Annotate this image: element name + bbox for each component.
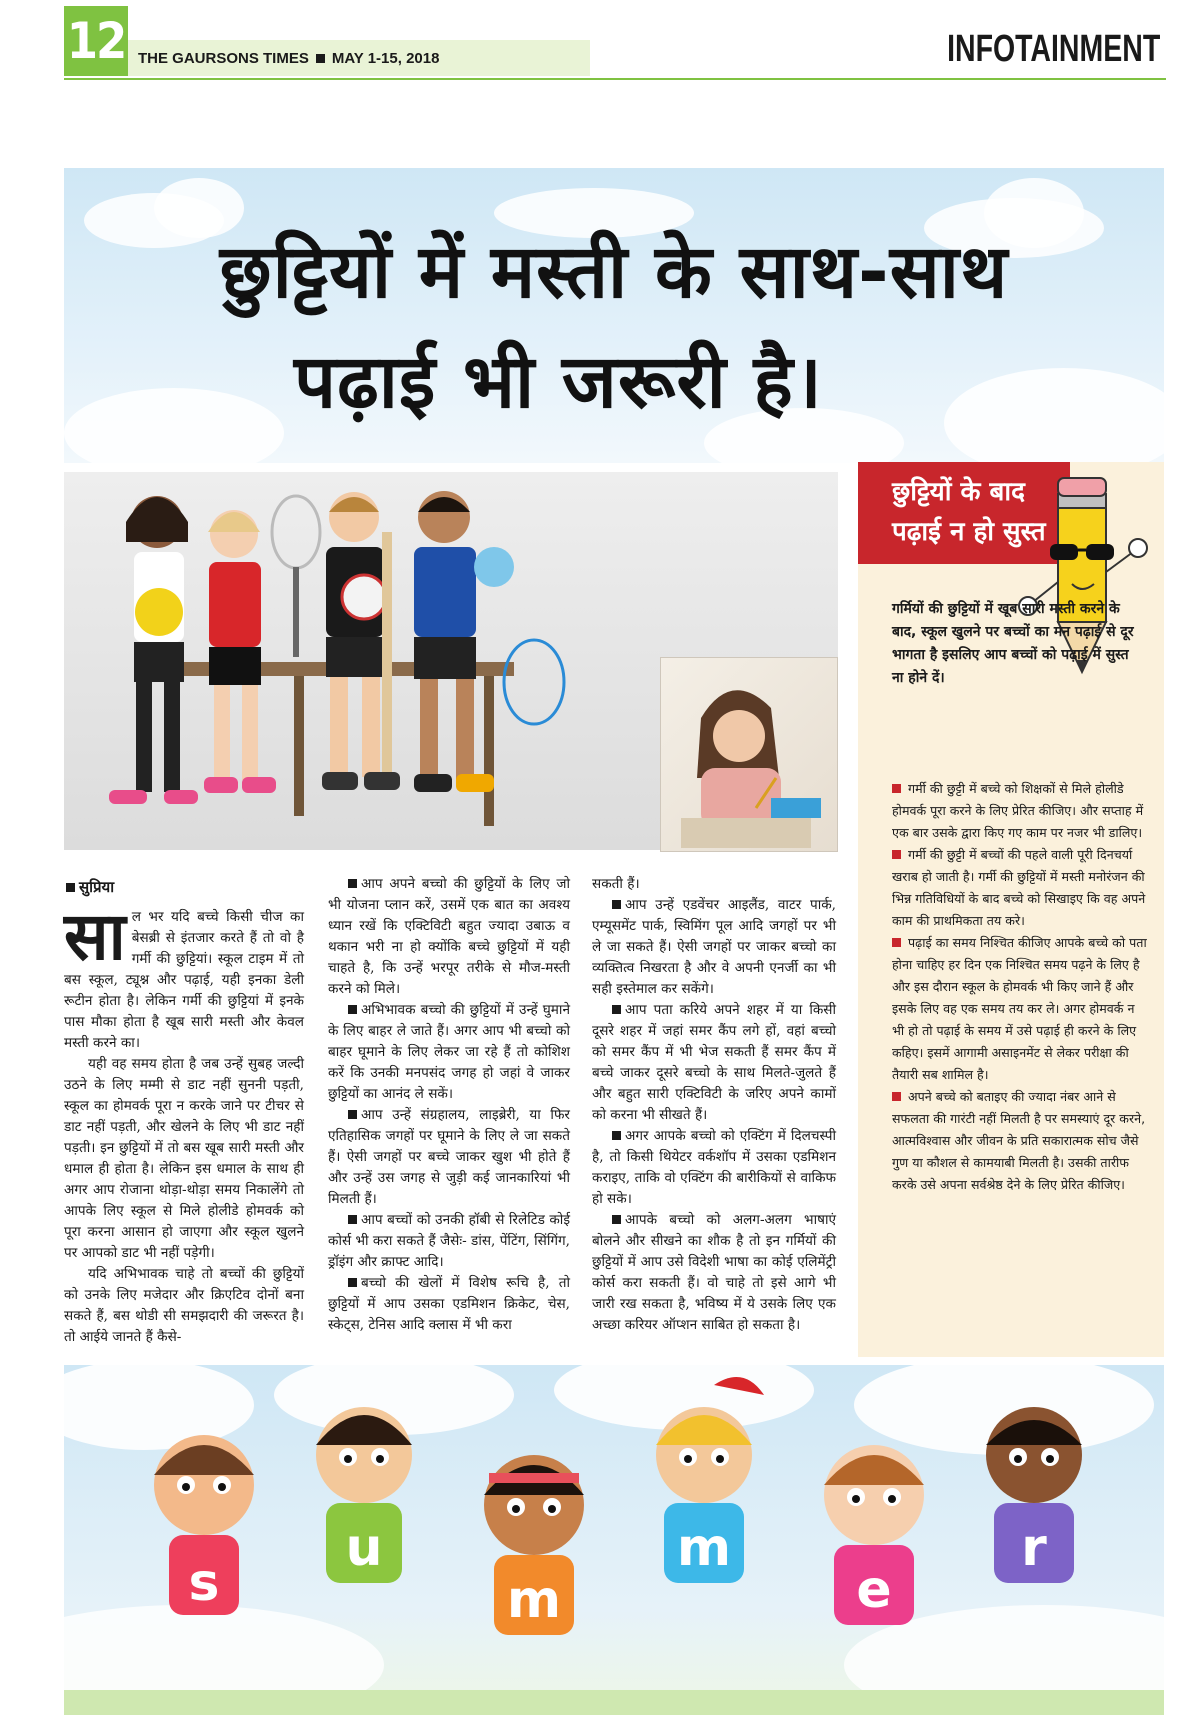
kid-letter-u	[316, 1407, 412, 1583]
bullet-square	[348, 1215, 357, 1224]
section-title: INFOTAINMENT	[946, 28, 1160, 70]
tip-text: पढ़ाई का समय निश्चित कीजिए आपके बच्चे को पता होना चाहिए हर दिन एक निश्चित समय पढ़ने के लिए है और इस दौरान स्कूल के होमवर्क भी किए जाने हैं और इसके लिए वह एक समय तय कर ले। अगर होमवर्क न भी हो तो पढ़ाई के समय में उसे पढ़ाई ही करने के लिए कहिए। इसमें आगामी असाइनमेंट से लेकर परीक्षा की तैयारी सब शामिल है।	[892, 935, 1147, 1082]
paragraph-text: आप अपने बच्चो की छुट्टियों के लिए जो भी योजना प्लान करें, उसमें एक बात का अवश्य ध्यान रखें कि एक्टिविटी बहुत ज्यादा उबाऊ व थकान भरी ना हो क्योंकि बच्चे छुट्टियों में यही चाहते है, कि उन्हें भरपूर तरीके से मौज-मस्ती करने को मिले।	[328, 876, 570, 997]
author-name: सुप्रिया	[79, 878, 115, 896]
letter-m-2: m	[676, 1518, 732, 1578]
drop-cap: सा	[64, 898, 126, 975]
headline-line-2: पढ़ाई भी जरूरी है।	[294, 339, 823, 425]
kid-letter-m	[484, 1455, 584, 1635]
tip-paragraph	[328, 1210, 570, 1273]
red-bullet-square	[892, 1092, 901, 1101]
byline	[66, 877, 114, 897]
letter-r: r	[1021, 1518, 1047, 1578]
publication-name: THE GAURSONS TIMES	[138, 49, 309, 67]
article-paragraph: यही वह समय होता है जब उन्हें सुबह जल्दी उठने के लिए मम्मी से डाट नहीं सुननी पड़ती, स्कूल का होमवर्क पूरा न करके जाने पर टीचर से डाट नहीं पड़ती, और खेलने के लिए भी डाट नहीं पड़ती। इन छुट्टियों में तो बस खूब सारी मस्ती और धमाल ही होता है। लेकिन इस धमाल के साथ ही अगर आप रोजाना थोड़ा-थोड़ा समय निकालेंगे तो आपके लिए स्कूल से मिले होलीडे होमवर्क को पूरा करना आसान हो जाएगा और स्कूल खुलने पर आपको डाट भी नहीं पड़ेगी।	[64, 1056, 304, 1261]
article-column-3	[592, 874, 836, 1336]
red-bullet-square	[892, 850, 901, 859]
paragraph-text: आप पता करिये अपने शहर में या किसी दूसरे शहर में जहां समर कैंप लगे हों, वहां बच्चो को समर कैंप में भी भेज सकती हैं समर कैंप में बच्चे जाकर दूसरे बच्चो के साथ मिलते-जुलते हैं और बहुत सारी एक्टिविटी के जरिए अपने कामों को करना भी सीखते हैं।	[592, 1002, 836, 1123]
sidebar-heading-line-2: पढ़ाई न हो सुस्त	[892, 517, 1046, 547]
bullet-square	[348, 1110, 357, 1119]
tip-text: गर्मी की छुट्टी में बच्चे को शिक्षकों से मिले होलीडे होमवर्क पूरा करने के लिए प्रेरित कीजिए। और सप्ताह में एक बार उसके द्वारा किए गए काम पर नजर भी डालिए।	[892, 781, 1144, 840]
paragraph-text: आप बच्चों को उनकी हॉबी से रिलेटिड कोई कोर्स भी करा सकते हैं जैसेः- डांस, पेंटिंग, सिंगिंग, ड्रॉइंग और क्राफ्ट आदि।	[328, 1212, 570, 1270]
tip-paragraph	[592, 895, 836, 1000]
sidebar-tip	[892, 778, 1150, 844]
separator-square	[316, 54, 325, 63]
bullet-square	[612, 1215, 621, 1224]
red-bullet-square	[892, 784, 901, 793]
bullet-square	[348, 879, 357, 888]
tip-paragraph: सकती हैं।	[592, 876, 640, 892]
paragraph-text: आप उन्हें एडवेंचर आइलैंड, वाटर पार्क, एम्यूसमेंट पार्क, स्विमिंग पूल आदि जगहों पर भी ले जा सकते हैं। ऐसी जगहों पर जाकर बच्चो का व्यक्तित्व निखरता है और वे अपनी एनर्जी का भी सही इस्तेमाल कर सकेंगे।	[592, 897, 836, 997]
paragraph-text: आप उन्हें संग्रहालय, लाइब्रेरी, या फिर एतिहासिक जगहों पर घूमाने के लिए ले जा सकते हैं। ऐसी जगहों पर बच्चे जाकर खुश भी होते हैं और उन्हें उस जगह से जुड़ी कई जानकारियां भी मिलती हैं।	[328, 1107, 570, 1207]
tip-paragraph	[328, 1105, 570, 1210]
paragraph-text: बच्चो की खेलों में विशेष रूचि है, तो छुट्टियों में आप उसका एडमिशन क्रिकेट, चेस, स्केट्स, टेनिस आदि क्लास में भी करा	[328, 1275, 570, 1333]
kid-1	[109, 496, 198, 804]
letter-m: m	[506, 1570, 562, 1630]
bullet-square	[348, 1278, 357, 1287]
article-paragraph: यदि अभिभावक चाहे तो बच्चों की छुट्टियों को उनके लिए मजेदार और क्रिएटिव दोनों बना सकते हैं, बस थोडी सी समझदारी की जरूरत है। तो आईये जानते हैं कैसे-	[64, 1266, 304, 1345]
letter-s: s	[188, 1553, 220, 1613]
paragraph-text: अभिभावक बच्चो की छुट्टियों में उन्हें घुमाने के लिए बाहर ले जाते हैं। अगर आप भी बच्चो को बाहर घूमाने के लिए लेकर जा रहे हैं तो कोशिश करें कि उनकी मनपसंद जगह हो जहां वे जाकर छुट्टियों का आनंद ले सकें।	[328, 1002, 570, 1102]
bullet-square	[612, 1005, 621, 1014]
paragraph-text: ल भर यदि बच्चे किसी चीज का बेसब्री से इंतजार करते हैं तो वो है गर्मी की छुट्टियां। स्कूल टाइम में तो बस स्कूल, ट्यूश्न और पढ़ाई, यही इनका डेली रूटीन होता है। लेकिन गर्मी की छुट्टियां में इनके पास मौका होता है खूब सारी मस्ती और केवल मस्ती करने का।	[64, 909, 304, 1051]
sidebar-tip	[892, 1086, 1150, 1196]
letter-u: u	[345, 1518, 383, 1578]
red-bullet-square	[892, 938, 901, 947]
summer-kids-illustration	[64, 1365, 1164, 1715]
sidebar-tip	[892, 844, 1150, 932]
article-paragraph	[64, 898, 304, 1054]
tip-paragraph	[592, 1126, 836, 1210]
letter-e: e	[856, 1560, 892, 1620]
header-rule	[64, 78, 1166, 80]
page-number: 12	[64, 6, 128, 76]
title-banner	[64, 168, 1164, 463]
bullet-square	[348, 1005, 357, 1014]
tip-paragraph	[592, 1000, 836, 1126]
kid-letter-s	[154, 1435, 254, 1615]
kid-letter-r	[986, 1407, 1082, 1583]
article-column-2	[328, 874, 570, 1336]
masthead	[128, 40, 590, 76]
kid-3	[322, 492, 400, 790]
sidebar-tip	[892, 932, 1150, 1086]
tip-paragraph	[328, 1000, 570, 1105]
girl-studying-photo	[660, 657, 838, 852]
sidebar-box	[858, 462, 1164, 1357]
headline-line-1: छुट्टियों में मस्ती के साथ-साथ	[219, 229, 1009, 315]
article-column-1	[64, 898, 304, 1348]
bullet-square	[612, 1131, 621, 1140]
sidebar-tips-list	[892, 778, 1150, 1196]
tip-text: अपने बच्चे को बताइए की ज्यादा नंबर आने से सफलता की गारंटी नहीं मिलती है पर समस्याएं दूर करने, आत्मविश्वास और जीवन के प्रति सकारात्मक सोच जैसे गुण या कौशल से कामयाबी मिलती है। उसकी तारीफ करके उसे अपना सर्वश्रेष्ठ देने के लिए प्रेरित कीजिए।	[892, 1089, 1146, 1192]
sidebar-intro: गर्मियों की छुट्टियों में खूब सारी मस्ती करने के बाद, स्कूल खुलने पर बच्चों का मन पढ़ाई से दूर भागता है इसलिए आप बच्चों को पढ़ाई में सुस्त ना होने दें।	[892, 601, 1134, 686]
tip-text: गर्मी की छुट्टी में बच्चों की पहले वाली पूरी दिनचर्या खराब हो जाती है। गर्मी की छुट्टियों में मस्ती मनोरंजन की भिन्न गतिविधियों के बाद बच्चे को सिखाइए कि वह अपने काम की प्राथमिकता तय करे।	[892, 847, 1146, 928]
issue-date: MAY 1-15, 2018	[331, 49, 440, 67]
bullet-square	[612, 900, 621, 909]
sidebar-heading-line-1: छुट्टियों के बाद	[892, 477, 1025, 507]
paragraph-text: आपके बच्चो को अलग-अलग भाषाएं बोलने और सीखने का शौक है तो इन गर्मियों की छुट्टियों में आप उसे विदेशी भाषा का कोई एलिमेंट्री कोर्स करा सकती हैं। वो चाहे तो इसे आगे भी जारी रख सकता है, भविष्य में ये उसके लिए एक अच्छा करियर ऑप्शन साबित हो सकता है।	[592, 1212, 836, 1333]
bullet-square	[66, 883, 75, 892]
tip-paragraph	[328, 1273, 570, 1336]
kid-letter-e	[824, 1445, 924, 1625]
paragraph-text: अगर आपके बच्चो को एक्टिंग में दिलचस्पी है, तो किसी थियेटर वर्कशॉप में उसका एडमिशन कराइए, ताकि वो एक्टिंग की बारीकियों से वाकिफ हो सके।	[592, 1128, 836, 1207]
tip-paragraph	[592, 1210, 836, 1336]
tip-paragraph	[328, 874, 570, 1000]
